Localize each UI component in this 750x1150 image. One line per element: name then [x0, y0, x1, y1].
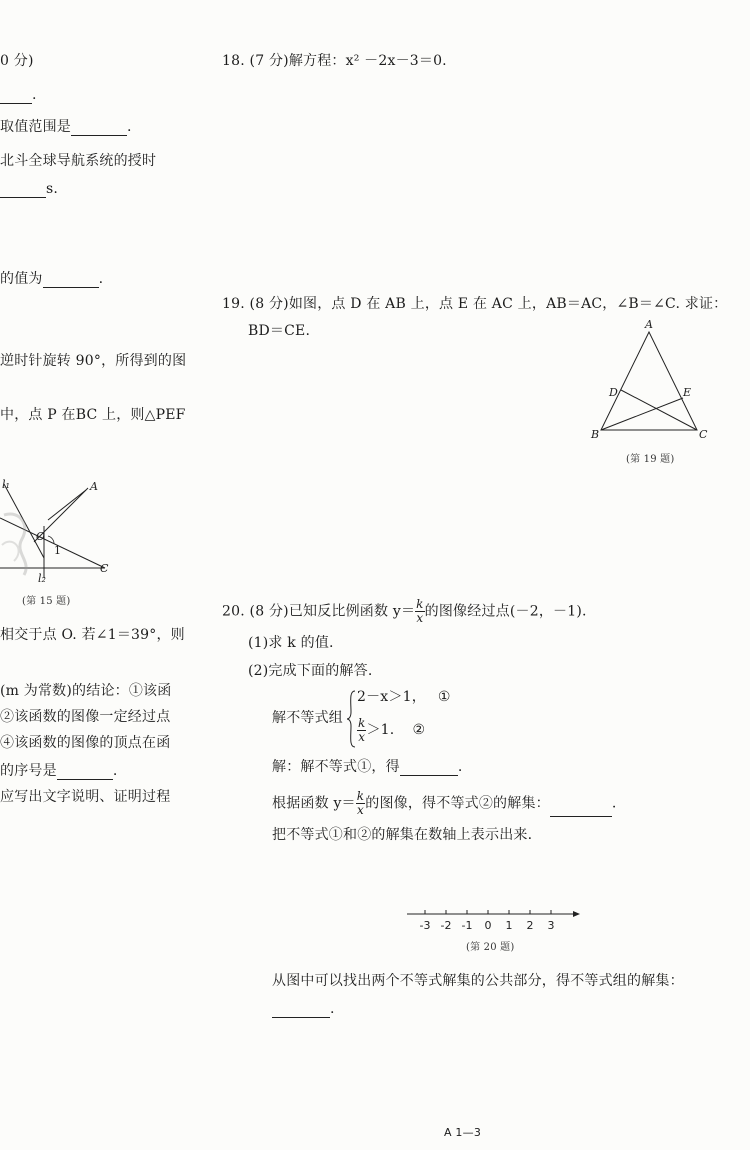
q19-text: 如图，点 D 在 AB 上，点 E 在 AC 上，AB＝AC，∠B＝∠C. 求证： [288, 296, 728, 312]
left-line-8: 中，点 P 在BC 上，则△PEF [0, 407, 186, 423]
left-line-11: ②该函数的图像一定经过点 [0, 709, 171, 725]
label-e: E [683, 386, 692, 399]
axis-tick-label: 1 [505, 919, 513, 932]
axis-tick-label: -2 [440, 919, 452, 932]
system-label: 解不等式组 [272, 710, 343, 726]
answer-blank [43, 273, 99, 288]
segment-eb [601, 398, 683, 430]
left-line-1: 0 分) [0, 53, 34, 69]
q18-points: (7 分) [249, 53, 289, 69]
inequality-2: $\frac{k}{x}$ ＞1. ② [358, 715, 426, 744]
left-line-10: (m 为常数)的结论：①该函 [0, 683, 172, 699]
fig15-label-a: A [90, 480, 98, 493]
answer-blank [71, 121, 127, 136]
q19-points: (8 分) [249, 296, 289, 312]
solve2-fraction: $\frac{k}{x}$ [356, 789, 365, 817]
figure-19-triangle [585, 318, 715, 448]
q20-part-1: (1)求 k 的值. [248, 635, 334, 651]
solve-step-3: 把不等式①和②的解集在数轴上表示出来. [272, 827, 533, 843]
fig15-label-c: C [100, 562, 109, 575]
question-20 [222, 598, 587, 625]
fig15-label-1: 1 [54, 544, 61, 557]
left-line-2: . [0, 86, 37, 104]
answer-blank [550, 802, 612, 817]
label-a: A [645, 318, 653, 331]
left-line-3: 取值范围是 . [0, 119, 132, 135]
q20-text-b: 的图像经过点(－2，－1). [424, 603, 587, 620]
fraction-k-over-x: $\frac{k}{x}$ [416, 597, 424, 625]
fig19-caption: (第 19 题) [626, 454, 675, 465]
left-line-7: 逆时针旋转 90°，所得到的图 [0, 353, 187, 369]
fig15-caption: (第 15 题) [22, 596, 71, 607]
label-b: B [591, 428, 600, 441]
question-18 [222, 52, 447, 70]
q20-conclusion-answer: . [272, 1000, 335, 1018]
axis-tick-label: -1 [461, 919, 473, 932]
left-line-12: ④该函数的图像的顶点在函 [0, 735, 171, 751]
solve-step-1: 解：解不等式①，得 . [272, 759, 463, 775]
number-line-arrow [573, 911, 580, 917]
line-to-a [48, 490, 86, 520]
axis-tick-label: 3 [547, 919, 555, 932]
left-line-5: s. [0, 180, 58, 198]
q18-number: 18. [222, 53, 245, 69]
fig15-label-o: O [36, 530, 46, 543]
q20-number: 20. [222, 603, 245, 620]
q20-text-a: 已知反比例函数 y＝ [288, 603, 416, 620]
q20-conclusion: 从图中可以找出两个不等式解集的公共部分，得不等式组的解集： [272, 973, 684, 989]
q19-line-2: BD＝CE. [248, 323, 311, 339]
answer-blank [400, 761, 458, 776]
answer-blank [0, 89, 32, 104]
left-line-4: 北斗全球导航系统的授时 [0, 153, 157, 169]
q18-text: 解方程：x² －2x－3＝0. [288, 53, 447, 69]
answer-blank [0, 183, 46, 198]
left-line-6: 的值为 . [0, 271, 104, 287]
axis-tick-label: -3 [419, 919, 431, 932]
number-line [405, 904, 580, 940]
left-line-14: 应写出文字说明、证明过程 [0, 789, 171, 805]
page-number: A 1—3 [444, 1126, 482, 1139]
answer-blank [57, 765, 113, 780]
answer-blank [272, 1003, 330, 1018]
q20-part-2: (2)完成下面的解答. [248, 663, 373, 679]
ineq2-fraction: $\frac{k}{x}$ [358, 715, 366, 744]
system-brace [346, 690, 356, 748]
watermark-stamp [0, 505, 40, 585]
label-c: C [699, 428, 708, 441]
label-d: D [609, 386, 618, 399]
axis-tick-label: 0 [484, 919, 492, 932]
triangle-abc [601, 332, 697, 430]
fig15-label-l1: l₁ [2, 478, 10, 491]
q19-number: 19. [222, 296, 245, 312]
fig20-caption: (第 20 题) [466, 942, 515, 953]
axis-tick-label: 2 [526, 919, 534, 932]
question-19 [222, 295, 727, 313]
inequality-1: 2－x＞1， ① [357, 689, 451, 705]
solve-step-2: 根据函数 y＝ $\frac{k}{x}$ 的图像，得不等式②的解集： . [272, 789, 617, 817]
q20-points: (8 分) [249, 603, 289, 620]
fig15-label-l2: l₂ [38, 572, 46, 585]
left-line-9: 相交于点 O. 若∠1＝39°，则 [0, 627, 185, 643]
left-line-13: 的序号是 . [0, 763, 118, 779]
